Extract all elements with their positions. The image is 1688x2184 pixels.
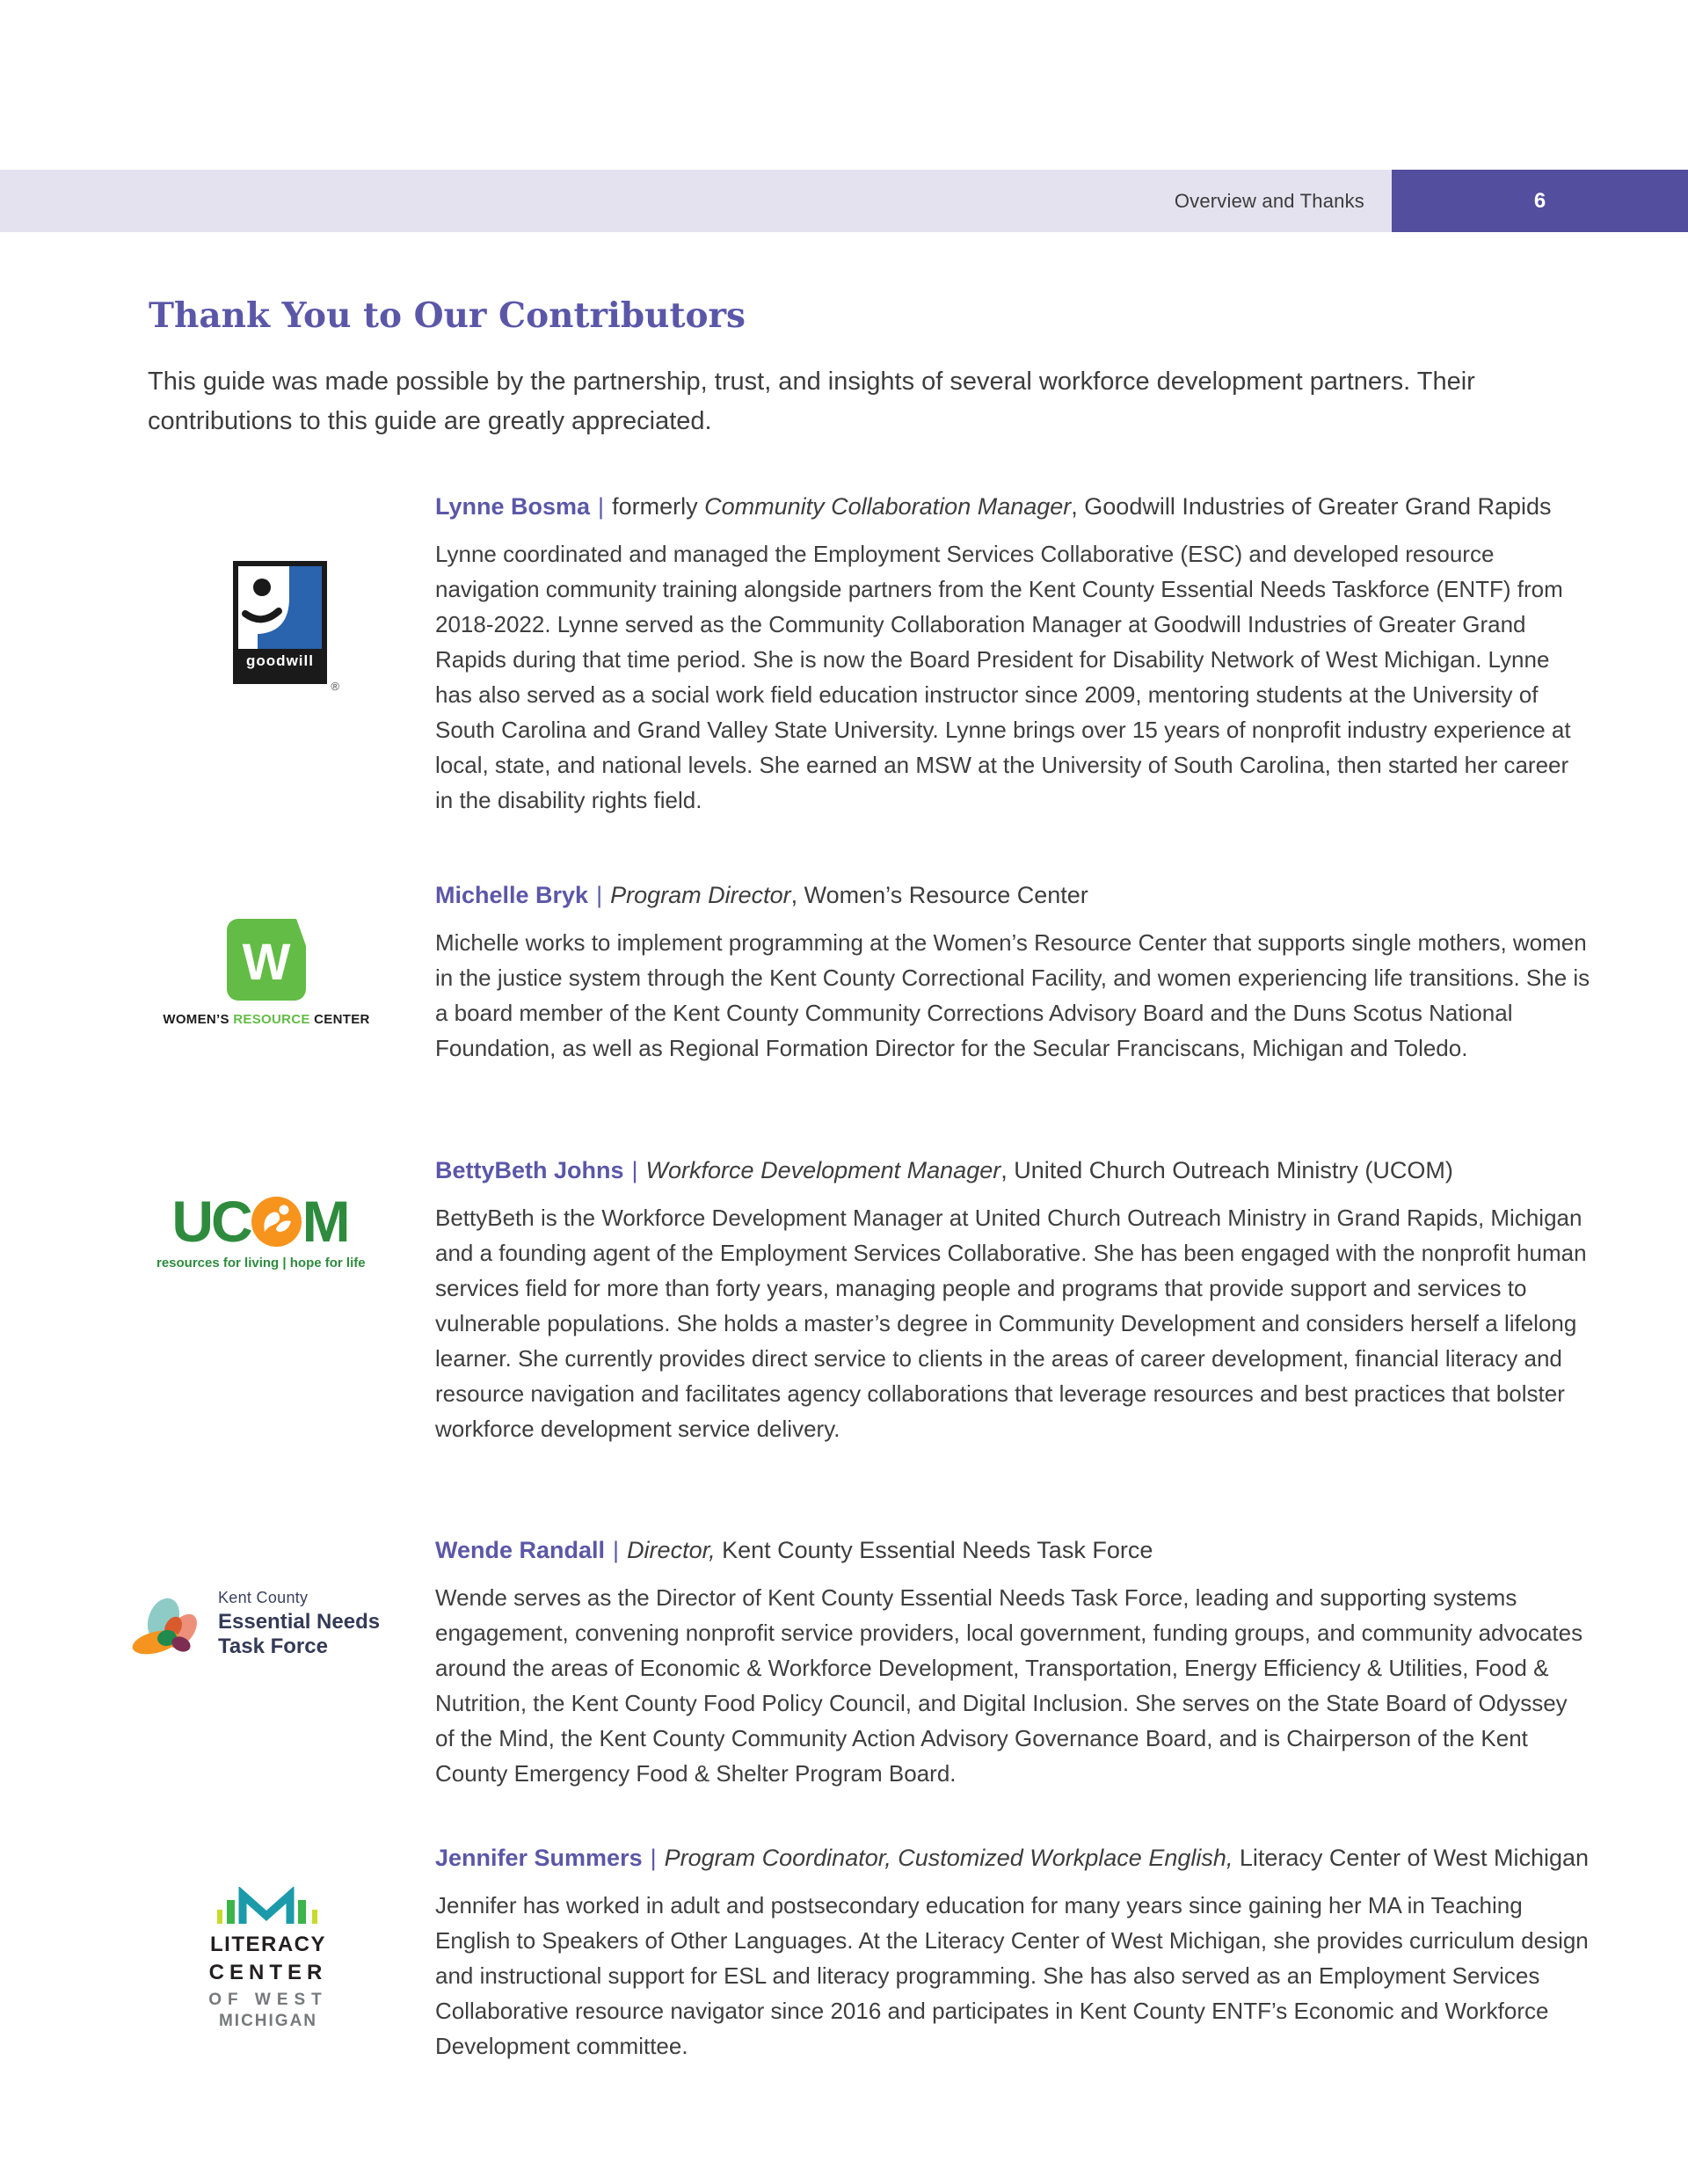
contributor-section-lynne-bosma xyxy=(246,491,1591,818)
contributor-name: Lynne Bosma xyxy=(435,493,591,520)
contributor-section-bettybeth-johns xyxy=(156,1154,1591,1446)
ucom-tagline: resources for living | hope for life xyxy=(156,1256,366,1270)
page-number: 6 xyxy=(1533,188,1546,213)
contributor-name: Michelle Bryk xyxy=(435,882,589,908)
page-title: Thank You to Our Contributors xyxy=(149,295,746,336)
entf-logo-text: Kent County Essential Needs Task Force xyxy=(218,1589,381,1658)
goodwill-logo xyxy=(233,561,339,693)
page-number-box xyxy=(1392,170,1688,232)
literacy-line4: MICHIGAN xyxy=(218,2012,318,2030)
contributor-name: BettyBeth Johns xyxy=(435,1157,624,1183)
contributor-heading xyxy=(435,879,1591,911)
contributor-role: Program Director, Women’s Resource Center xyxy=(610,882,1088,908)
literacy-line3: OF WEST xyxy=(208,1991,328,2009)
literacy-line2: CENTER xyxy=(208,1961,328,1984)
contributor-section-jennifer-summers xyxy=(208,1842,1591,2064)
page-header-bar xyxy=(0,170,1688,232)
ucom-wordmark: UC M xyxy=(171,1189,348,1254)
entf-logo xyxy=(132,1589,380,1661)
contributor-heading xyxy=(435,1154,1591,1186)
separator-pipe: | xyxy=(613,1537,620,1563)
intro-paragraph: This guide was made possible by the partnership, trust, and insights of several workforce development partners. Their contributions to this guide are greatly appreciated. xyxy=(148,368,1475,435)
contributor-bio: Jennifer has worked in adult and postsecondary education for many years since gaining her MA in Teaching English to Speakers of Other Languages. At the Literacy Center of West Michigan, she provides curriculum design and instructional support for ESL and literacy programming. She has also served as an Employment Services Collaborative resource navigator since 2016 and participates in Kent County ENTF’s Economic and Workforce Development committee. xyxy=(435,1892,1589,2059)
section-label: Overview and Thanks xyxy=(1174,189,1364,212)
contributor-role: Workforce Development Manager, United Church Outreach Ministry (UCOM) xyxy=(645,1157,1453,1183)
separator-pipe: | xyxy=(631,1157,638,1183)
contributor-heading xyxy=(435,491,1591,522)
contributor-section-michelle-bryk xyxy=(163,879,1591,1066)
wrc-w-letter: W xyxy=(242,933,291,991)
wrc-logo-icon xyxy=(227,919,306,1001)
separator-pipe: | xyxy=(650,1845,657,1871)
ucom-o-icon xyxy=(251,1197,302,1247)
contributor-name: Wende Randall xyxy=(435,1537,606,1563)
separator-pipe: | xyxy=(596,882,603,908)
ucom-logo xyxy=(156,1189,366,1270)
separator-pipe: | xyxy=(598,493,605,520)
literacy-center-logo xyxy=(208,1887,328,2031)
entf-petals-icon xyxy=(132,1596,206,1661)
wrc-caption: WOMEN’S RESOURCE CENTER xyxy=(163,1012,370,1027)
contributor-heading xyxy=(435,1842,1591,1874)
contributor-bio: Michelle works to implement programming at the Women’s Resource Center that supports single mothers, women in the justice system through the Kent County Correctional Facility, and women experiencing life transitions. She is a board member of the Kent County Community Corrections Advisory Board and the Duns Scotus National Foundation, as well as Regional Formation Director for the Secular Franciscans, Michigan and Toledo. xyxy=(435,929,1590,1061)
contributor-section-wende-randall xyxy=(218,1534,1591,1791)
contributor-name: Jennifer Summers xyxy=(435,1845,643,1871)
contributor-role: Director, Kent County Essential Needs Task Force xyxy=(627,1537,1153,1563)
contributor-role: formerly Community Collaboration Manager, Goodwill Industries of Greater Grand Rapids xyxy=(612,493,1552,520)
womens-resource-center-logo xyxy=(152,919,381,1027)
contributor-heading xyxy=(435,1534,1591,1566)
literacy-book-icon xyxy=(215,1887,321,1927)
literacy-line1: LITERACY xyxy=(210,1933,326,1956)
registered-trademark-icon: ® xyxy=(331,680,339,693)
contributor-role: Program Coordinator, Customized Workplace English, Literacy Center of West Michigan xyxy=(664,1845,1590,1871)
goodwill-wordmark: goodwill xyxy=(246,652,314,669)
contributor-bio: Lynne coordinated and managed the Employment Services Collaborative (ESC) and developed resource navigation community training alongside partners from the Kent County Essential Needs Taskforce (ENTF) from 2018-2022. Lynne served as the Community Collaboration Manager at Goodwill Industries of Greater Grand Rapids during that time period. She is now the Board President for Disability Network of West Michigan. Lynne has also served as a social work field education instructor since 2009, mentoring students at the University of South Carolina and Grand Valley State University. Lynne brings over 15 years of nonprofit industry experience at local, state, and national levels. She earned an MSW at the University of South Carolina, then started her career in the disability rights field. xyxy=(435,541,1571,813)
contributor-bio: BettyBeth is the Workforce Development Manager at United Church Outreach Ministry in Grand Rapids, Michigan and a founding agent of the Employment Services Collaborative. She has been engaged with the nonprofit human services field for more than forty years, managing people and programs that provide support and services to vulnerable populations. She holds a master’s degree in Community Development and considers herself a lifelong learner. She currently provides direct service to clients in the areas of career development, financial literacy and resource navigation and facilitates agency collaborations that leverage resources and best practices that bolster workforce development service delivery. xyxy=(435,1205,1587,1442)
contributor-bio: Wende serves as the Director of Kent County Essential Needs Task Force, leading and supporting systems engagement, convening nonprofit service providers, local government, funding groups, and community advocates around the areas of Economic & Workforce Development, Transportation, Energy Efficiency & Utilities, Food & Nutrition, the Kent County Food Policy Council, and Digital Inclusion. She serves on the State Board of Odyssey of the Mind, the Kent County Community Action Advisory Governance Board, and is Chairperson of the Kent County Emergency Food & Shelter Program Board. xyxy=(435,1584,1583,1787)
